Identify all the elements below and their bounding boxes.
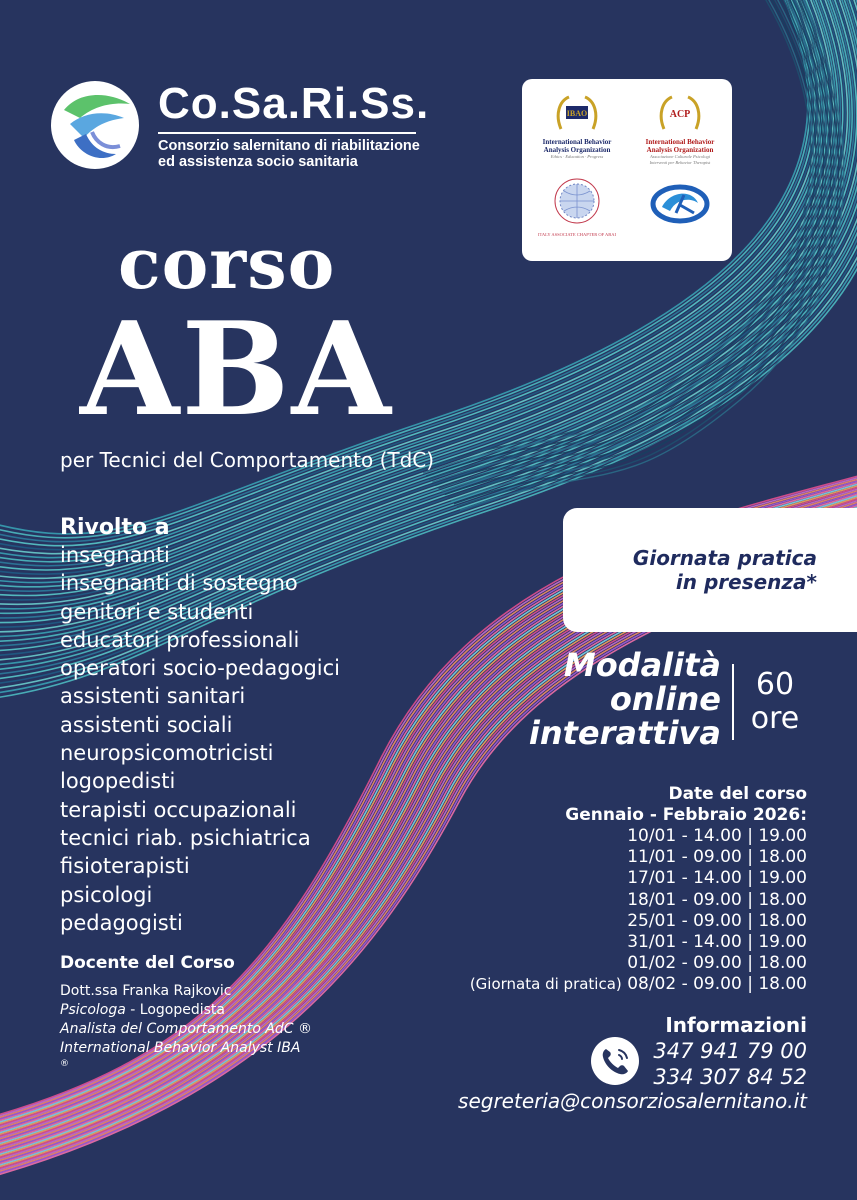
cosariss-logo-icon — [50, 80, 140, 170]
audience-item: logopedisti — [60, 769, 176, 794]
acp-title-1: International Behavior — [645, 138, 715, 146]
date-row-pratica — [470, 974, 807, 995]
docente-roles — [60, 1001, 312, 1020]
audience-item: tecnici riab. psichiatrica — [60, 825, 311, 850]
pratica-text — [633, 546, 817, 594]
acp-motto-2: Interventi per Behavior Therapist — [649, 160, 711, 165]
brand-tagline-line-2: ed assistenza socio sanitaria — [158, 154, 358, 170]
brand-name: Co.Sa.Ri.Ss. — [158, 79, 430, 128]
course-hours — [742, 668, 808, 736]
audience-item: insegnanti di sostegno — [60, 571, 298, 596]
ibao-title-2: Analysis Organization — [543, 146, 611, 154]
date-row: 31/01 - 14.00 | 19.00 — [627, 932, 807, 953]
audience-item: genitori e studenti — [60, 599, 254, 624]
docente-heading: Docente del Corso — [60, 953, 235, 973]
docente-role-logopedista: Logopedista — [139, 1002, 225, 1018]
date-row-pratica-note: (Giornata di pratica) — [469, 975, 622, 994]
docente-title-iba: International Behavior Analyst IBA — [60, 1040, 301, 1056]
pratica-box — [563, 508, 857, 632]
dates-heading-2: Gennaio - Febbraio 2026: — [565, 805, 807, 825]
course-hours-value: 60 — [755, 667, 795, 702]
modalita-line-3: interattiva — [528, 714, 721, 752]
acp-title-2: Analysis Organization — [646, 146, 714, 154]
acp-abbr: ACP — [669, 109, 691, 120]
date-row: 17/01 - 14.00 | 19.00 — [627, 868, 807, 889]
docente-role-separator: - — [125, 1002, 140, 1018]
pratica-line-2: in presenza* — [675, 570, 817, 594]
course-dates — [470, 784, 807, 996]
info-heading: Informazioni — [665, 1013, 807, 1037]
audience-item: operatori socio-pedagogici — [60, 656, 340, 681]
audience-item: pedagogisti — [60, 910, 183, 935]
date-row: 01/02 - 09.00 | 18.00 — [627, 953, 807, 974]
audience-item: educatori professionali — [60, 627, 300, 652]
docente-registered-mark: ® — [60, 1059, 69, 1069]
modalita-line-1: Modalità — [563, 646, 721, 684]
audience-item: neuropsicomotricisti — [60, 741, 274, 766]
chapter-logo — [534, 175, 620, 238]
acp-laurel-icon — [658, 93, 702, 133]
acp-logo — [634, 93, 726, 166]
date-row-pratica-value: 08/02 - 09.00 | 18.00 — [627, 974, 807, 995]
phone-icon — [590, 1036, 640, 1086]
date-rows — [470, 826, 807, 974]
title-subtitle: per Tecnici del Comportamento (TdC) — [60, 448, 435, 472]
brand-divider — [158, 132, 416, 134]
phone-number-1[interactable]: 347 941 79 00 — [653, 1039, 807, 1063]
audience-item: assistenti sanitari — [60, 684, 246, 709]
docente-role-psicologa: Psicologa — [60, 1002, 126, 1018]
phone-numbers — [653, 1038, 807, 1090]
date-row: 11/01 - 09.00 | 18.00 — [627, 847, 807, 868]
globe-icon — [551, 175, 603, 227]
date-row: 18/01 - 09.00 | 18.00 — [627, 889, 807, 910]
swirl-logo-icon — [650, 183, 710, 225]
audience-item: psicologi — [60, 882, 153, 907]
audience-list — [60, 541, 340, 937]
title-corso: corso — [118, 222, 336, 305]
course-hours-unit: ore — [750, 701, 800, 736]
brand-tagline-line-1: Consorzio salernitano di riabilitazione — [158, 138, 420, 154]
pratica-line-1: Giornata pratica — [632, 546, 817, 570]
audience-item: fisioterapisti — [60, 854, 190, 879]
chapter-caption: ITALY ASSOCIATE CHAPTER OF ABAI — [537, 232, 617, 237]
audience-heading: Rivolto a — [60, 515, 170, 540]
audience-item: terapisti occupazionali — [60, 797, 297, 822]
date-row: 10/01 - 14.00 | 19.00 — [627, 826, 807, 846]
date-row: 25/01 - 09.00 | 18.00 — [627, 910, 807, 931]
docente-title-adc: Analista del Comportamento AdC ® — [60, 1021, 313, 1037]
docente-name: Dott.ssa Franka Rajkovic — [60, 983, 232, 999]
acp-motto-1: Associazione Culturale Psicologi — [650, 154, 710, 159]
brand-tagline — [158, 138, 420, 170]
phone-number-2[interactable]: 334 307 84 52 — [653, 1065, 807, 1089]
partner-logos-box — [522, 79, 732, 261]
audience-item: assistenti sociali — [60, 712, 233, 737]
modalita-text — [529, 648, 721, 750]
ibao-motto: Ethics · Education · Progress — [550, 154, 604, 159]
modalita-line-2: online — [609, 680, 721, 718]
docente-details — [60, 982, 312, 1070]
ibao-laurel-icon — [555, 93, 599, 133]
audience-item: insegnanti — [60, 543, 170, 567]
email-link[interactable]: segreteria@consorziosalernitano.it — [458, 1089, 807, 1113]
modalita-divider — [732, 664, 734, 740]
ibao-title-1: International Behavior — [542, 138, 612, 146]
title-aba: ABA — [80, 295, 393, 445]
ibao-abbr: IBAO — [566, 109, 588, 118]
ibao-logo — [532, 93, 622, 160]
dates-heading-1: Date del corso — [668, 784, 807, 804]
